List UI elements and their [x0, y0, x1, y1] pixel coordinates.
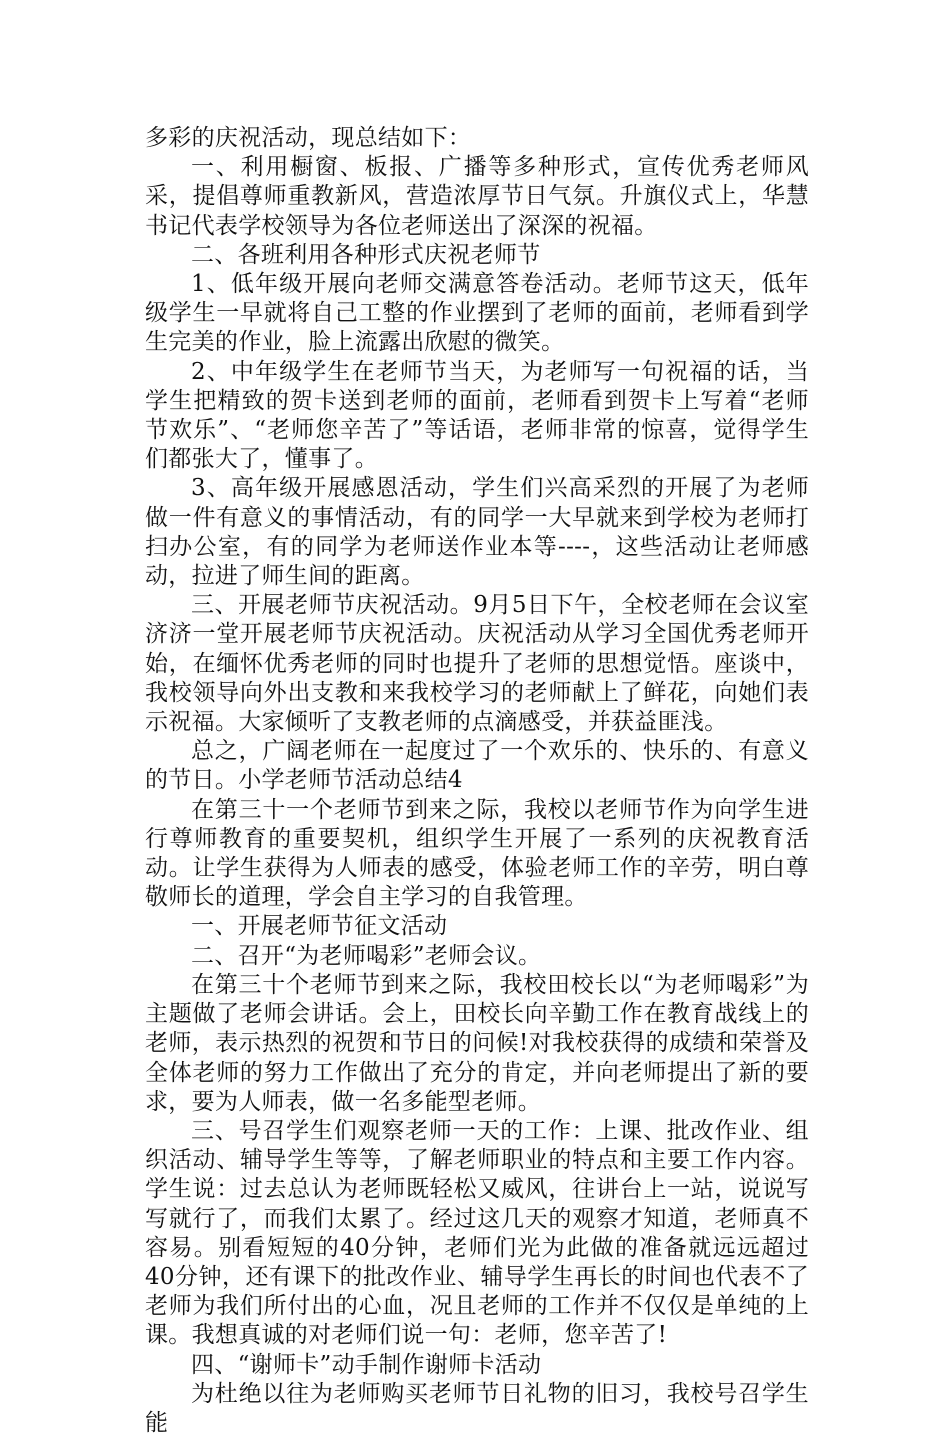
paragraph: 在第三十一个老师节到来之际，我校以老师节作为向学生进行尊师教育的重要契机，组织学生开展了一系列的庆祝教育活动。让学生获得为人师表的感受，体验老师工作的辛劳，明白尊敬师长的道理，学会自主学习的自我管理。 — [145, 796, 809, 911]
paragraph: 2、中年级学生在老师节当天，为老师写一句祝福的话，当学生把精致的贺卡送到老师的面前，老师看到贺卡上写着“老师节欢乐”、“老师您辛苦了”等话语，老师非常的惊喜，觉得学生们都张大了，懂事了。 — [145, 358, 809, 473]
section-heading: 二、召开“为老师喝彩”老师会议。 — [191, 942, 542, 969]
section-heading: 一、开展老师节征文活动 — [191, 913, 448, 940]
paragraph: 多彩的庆祝活动，现总结如下： — [145, 125, 472, 151]
paragraph: 三、号召学生们观察老师一天的工作：上课、批改作业、组织活动、辅导学生等等，了解老师职业的特点和主要工作内容。学生说：过去总认为老师既轻松又威风，往讲台上一站，说说写写就行了，而我们太累了。经过这几天的观察才知道，老师真不容易。别看短短的40分钟，老师们光为此做的准备就远远超过40分钟，还有课下的批改作业、辅导学生再长的时间也代表不了老师为我们所付出的心血，况且老师的工作并不仅仅是单纯的上课。我想真诚的对老师们说一句：老师，您辛苦了! — [145, 1117, 809, 1349]
section-heading: 四、“谢师卡”动手制作谢师卡活动 — [191, 1351, 542, 1378]
paragraph: 3、高年级开展感恩活动，学生们兴高采烈的开展了为老师做一件有意义的事情活动，有的同学一大早就来到学校为老师打扫办公室，有的同学为老师送作业本等----，这些活动让老师感动，拉进了师生间的距离。 — [145, 475, 809, 590]
paragraph: 1、低年级开展向老师交满意答卷活动。老师节这天，低年级学生一早就将自己工整的作业摆到了老师的面前，老师看到学生完美的作业，脸上流露出欣慰的微笑。 — [145, 271, 809, 356]
paragraph: 一、利用橱窗、板报、广播等多种形式，宣传优秀老师风采，提倡尊师重教新风，营造浓厚节日气氛。升旗仪式上，华慧书记代表学校领导为各位老师送出了深深的祝福。 — [145, 154, 809, 239]
paragraph: 在第三十个老师节到来之际，我校田校长以“为老师喝彩”为主题做了老师会讲话。会上，田校长向辛勤工作在教育战线上的老师，表示热烈的祝贺和节日的问候!对我校获得的成绩和荣誉及全体老师的努力工作做出了充分的肯定，并向老师提出了新的要求，要为人师表，做一名多能型老师。 — [145, 971, 809, 1115]
paragraph: 总之，广阔老师在一起度过了一个欢乐的、快乐的、有意义的节日。小学老师节活动总结4 — [145, 738, 809, 794]
paragraph: 三、开展老师节庆祝活动。9月5日下午，全校老师在会议室济济一堂开展老师节庆祝活动。庆祝活动从学习全国优秀老师开始，在缅怀优秀老师的同时也提升了老师的思想觉悟。座谈中，我校领导向外出支教和来我校学习的老师献上了鲜花，向她们表示祝福。大家倾听了支教老师的点滴感受，并获益匪浅。 — [145, 592, 809, 736]
document-body — [145, 124, 809, 1438]
paragraph: 为杜绝以往为老师购买老师节日礼物的旧习，我校号召学生能 — [145, 1380, 809, 1436]
section-heading: 二、各班利用各种形式庆祝老师节 — [191, 241, 541, 268]
